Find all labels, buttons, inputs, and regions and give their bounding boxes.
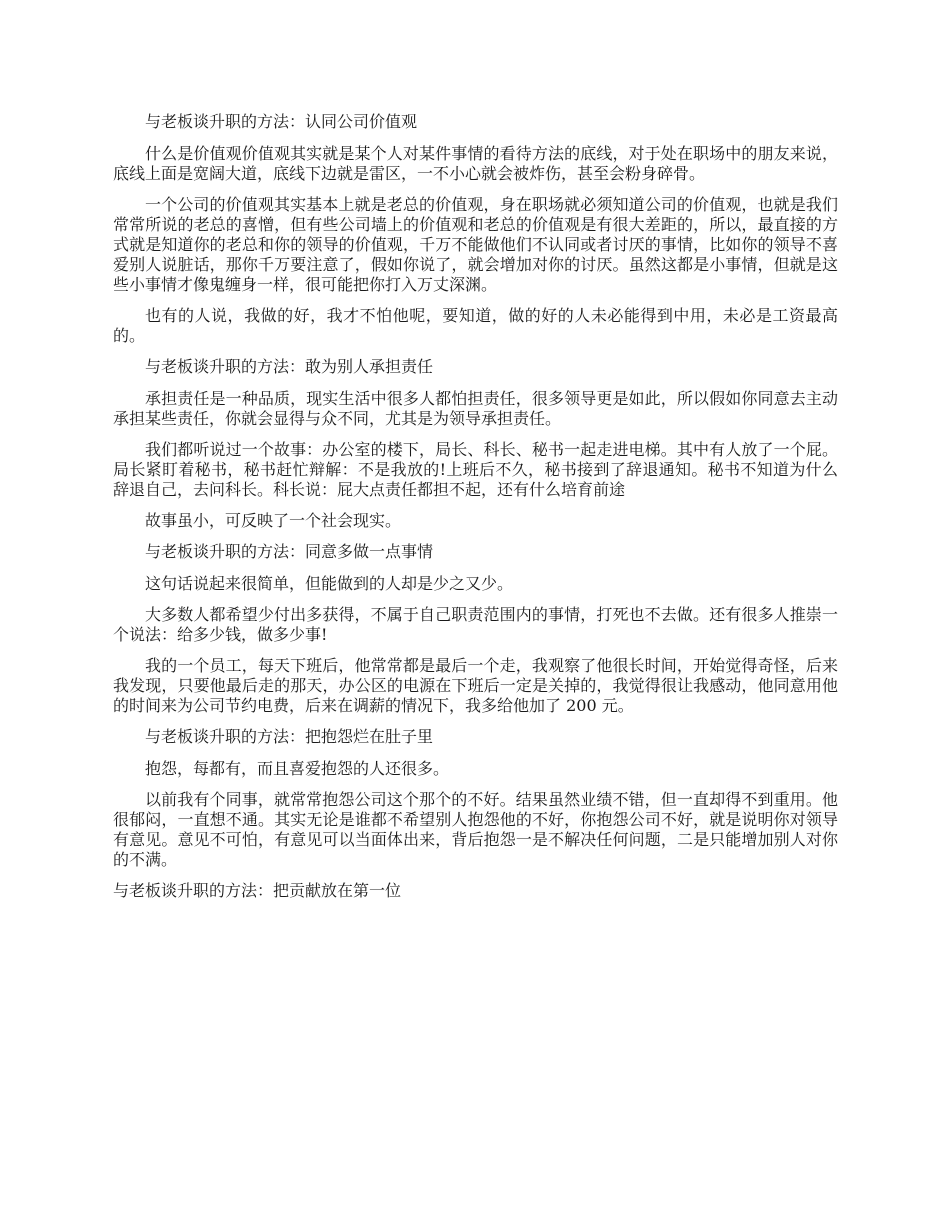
paragraph: 大多数人都希望少付出多获得，不属于自己职责范围内的事情，打死也不去做。还有很多人推崇一个说法：给多少钱，做多少事! (113, 605, 838, 644)
paragraph: 什么是价值观价值观其实就是某个人对某件事情的看待方法的底线，对于处在职场中的朋友来说，底线上面是宽阔大道，底线下边就是雷区，一不小心就会被炸伤，甚至会粉身碎骨。 (113, 144, 838, 183)
section-heading-contribution: 与老板谈升职的方法：把贡献放在第一位 (113, 881, 402, 900)
paragraph: 这句话说起来很简单，但能做到的人却是少之又少。 (145, 574, 514, 593)
section-heading-values: 与老板谈升职的方法：认同公司价值观 (145, 112, 418, 131)
paragraph: 以前我有个同事，就常常抱怨公司这个那个的不好。结果虽然业绩不错，但一直却得不到重用。他很郁闷，一直想不通。其实无论是谁都不希望别人抱怨他的不好，你抱怨公司不好，就是说明你对领导有意见。意见不可怕，有意见可以当面体出来，背后抱怨一是不解决任何问题，二是只能增加别人对你的不满。 (113, 790, 838, 869)
paragraph: 一个公司的价值观其实基本上就是老总的价值观，身在职场就必须知道公司的价值观，也就是我们常常所说的老总的喜憎，但有些公司墙上的价值观和老总的价值观是有很大差距的，所以，最直接的方式就是知道你的老总和你的领导的价值观，千万不能做他们不认同或者讨厌的事情，比如你的领导不喜爱别人说脏话，那你千万要注意了，假如你说了，就会增加对你的讨厌。虽然这都是小事情，但就是这些小事情才像鬼缠身一样，很可能把你打入万丈深渊。 (113, 195, 838, 294)
section-heading-complaints: 与老板谈升职的方法：把抱怨烂在肚子里 (145, 727, 434, 746)
paragraph: 承担责任是一种品质，现实生活中很多人都怕担责任，很多领导更是如此，所以假如你同意去主动承担某些责任，你就会显得与众不同，尤其是为领导承担责任。 (113, 389, 838, 428)
paragraph: 我们都听说过一个故事：办公室的楼下，局长、科长、秘书一起走进电梯。其中有人放了一个屁。局长紧盯着秘书，秘书赶忙辩解：不是我放的!上班后不久，秘书接到了辞退通知。秘书不知道为什么辞退自己，去问科长。科长说：屁大点责任都担不起，还有什么培育前途 (113, 440, 838, 499)
paragraph: 抱怨，每都有，而且喜爱抱怨的人还很多。 (145, 759, 450, 778)
section-heading-do-more: 与老板谈升职的方法：同意多做一点事情 (145, 542, 434, 561)
paragraph: 我的一个员工，每天下班后，他常常都是最后一个走，我观察了他很长时间，开始觉得奇怪，后来我发现，只要他最后走的那天，办公区的电源在下班后一定是关掉的，我觉得很让我感动，他同意用他的时间来为公司节约电费，后来在调薪的情况下，我多给他加了 200 元。 (113, 656, 838, 715)
paragraph: 故事虽小，可反映了一个社会现实。 (145, 511, 402, 530)
section-heading-responsibility: 与老板谈升职的方法：敢为别人承担责任 (145, 357, 434, 376)
paragraph: 也有的人说，我做的好，我才不怕他呢，要知道，做的好的人未必能得到中用，未必是工资最高的。 (113, 306, 838, 345)
document-page (113, 112, 838, 913)
